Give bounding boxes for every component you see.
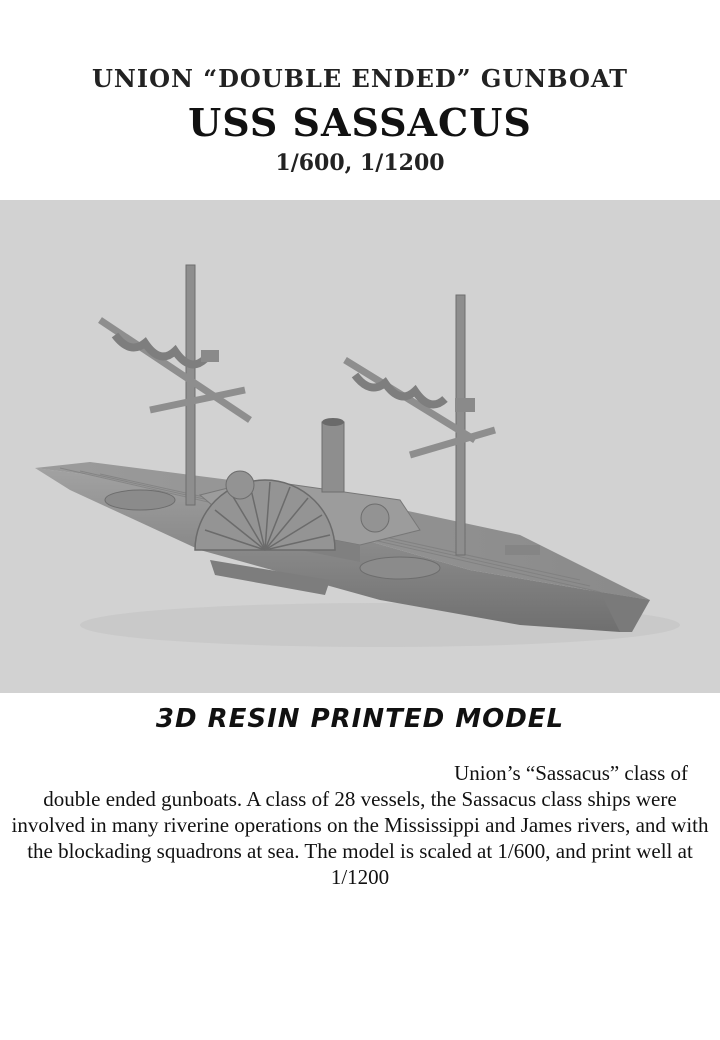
description-lead: Union’s “Sassacus” class of bbox=[454, 761, 688, 785]
description-body: double ended gunboats. A class of 28 vessels, the Sassacus class ships were involved in many riverine operations on the Mississippi and James rivers, and with the blockading squadrons at sea. The model is scaled at 1/600, and print well at 1/1200 bbox=[11, 787, 709, 889]
header bbox=[0, 0, 720, 200]
subtitle: UNION “DOUBLE ENDED” GUNBOAT bbox=[91, 64, 629, 93]
page-title: USS SASSACUS bbox=[188, 100, 532, 145]
tagline: 3D RESIN PRINTED MODEL bbox=[155, 704, 565, 734]
ship-model-render bbox=[0, 200, 720, 693]
ship-model-image bbox=[0, 200, 720, 693]
scale-info: 1/600, 1/1200 bbox=[275, 150, 445, 176]
description bbox=[10, 760, 710, 890]
